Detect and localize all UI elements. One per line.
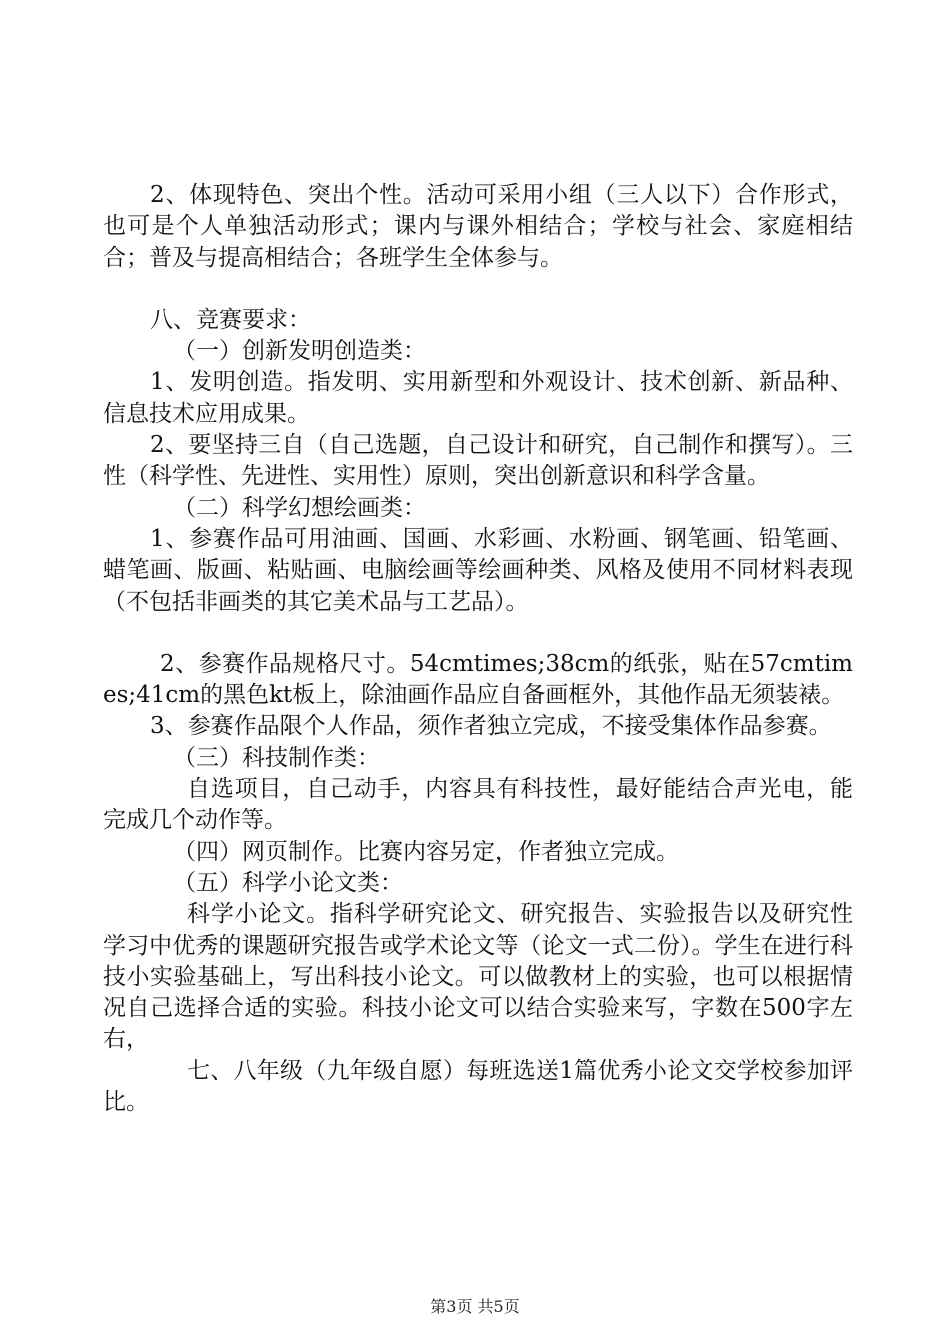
subheading-science-essay: （五）科学小论文类：: [173, 869, 403, 896]
paragraph-artwork-size: 2、参赛作品规格尺寸。54cmtimes;38cm的纸张，贴在57cmtimes;41cm的黑色kt板上，除油画作品应自备画框外，其他作品无须装裱。: [103, 650, 853, 709]
paragraph-science-essay-definition: 科学小论文。指科学研究论文、研究报告、实验报告以及研究性学习中优秀的课题研究报告或学术论文等（论文一式二份）。学生在进行科技小实验基础上，写出科技小论文。可以做教材上的实验，也可以根据情况自己选择合适的实验。科技小论文可以结合实验来写，字数在500字左右，: [103, 901, 853, 1053]
paragraph-invention-definition: 1、发明创造。指发明、实用新型和外观设计、技术创新、新品种、信息技术应用成果。: [103, 369, 853, 427]
paragraph-painting-types: 1、参赛作品可用油画、国画、水彩画、水粉画、钢笔画、铅笔画、蜡笔画、版画、粘贴画、电脑绘画等绘画种类、风格及使用不同材料表现（不包括非画类的其它美术品与工艺品）。: [103, 525, 853, 615]
document-body: [103, 180, 853, 1118]
subheading-tech-making: （三）科技制作类：: [173, 744, 380, 771]
paragraph-essay-selection: 七、八年级（九年级自愿）每班选送1篇优秀小论文交学校参加评比。: [103, 1057, 853, 1116]
paragraph-three-self-principle: 2、要坚持三自（自己选题，自己设计和研究，自己制作和撰写）。三性（科学性、先进性、实用性）原则，突出创新意识和科学含量。: [103, 432, 853, 490]
paragraph-individual-works: 3、参赛作品限个人作品，须作者独立完成，不接受集体作品参赛。: [150, 713, 832, 740]
paragraph-tech-making-content: 自选项目，自己动手，内容具有科技性，最好能结合声光电，能完成几个动作等。: [103, 776, 853, 834]
page-number-footer: 第3页 共5页: [430, 1297, 520, 1316]
subheading-science-fantasy-painting: （二）科学幻想绘画类：: [173, 494, 426, 521]
paragraph-feature-personality: 2、体现特色、突出个性。活动可采用小组（三人以下）合作形式，也可是个人单独活动形式；课内与课外相结合；学校与社会、家庭相结合；普及与提高相结合；各班学生全体参与。: [103, 182, 853, 271]
subheading-invention-creation: （一）创新发明创造类：: [173, 338, 426, 365]
section-heading-competition-requirements: 八、竞赛要求：: [150, 306, 311, 333]
paragraph-web-design: （四）网页制作。比赛内容另定，作者独立完成。: [173, 838, 679, 865]
